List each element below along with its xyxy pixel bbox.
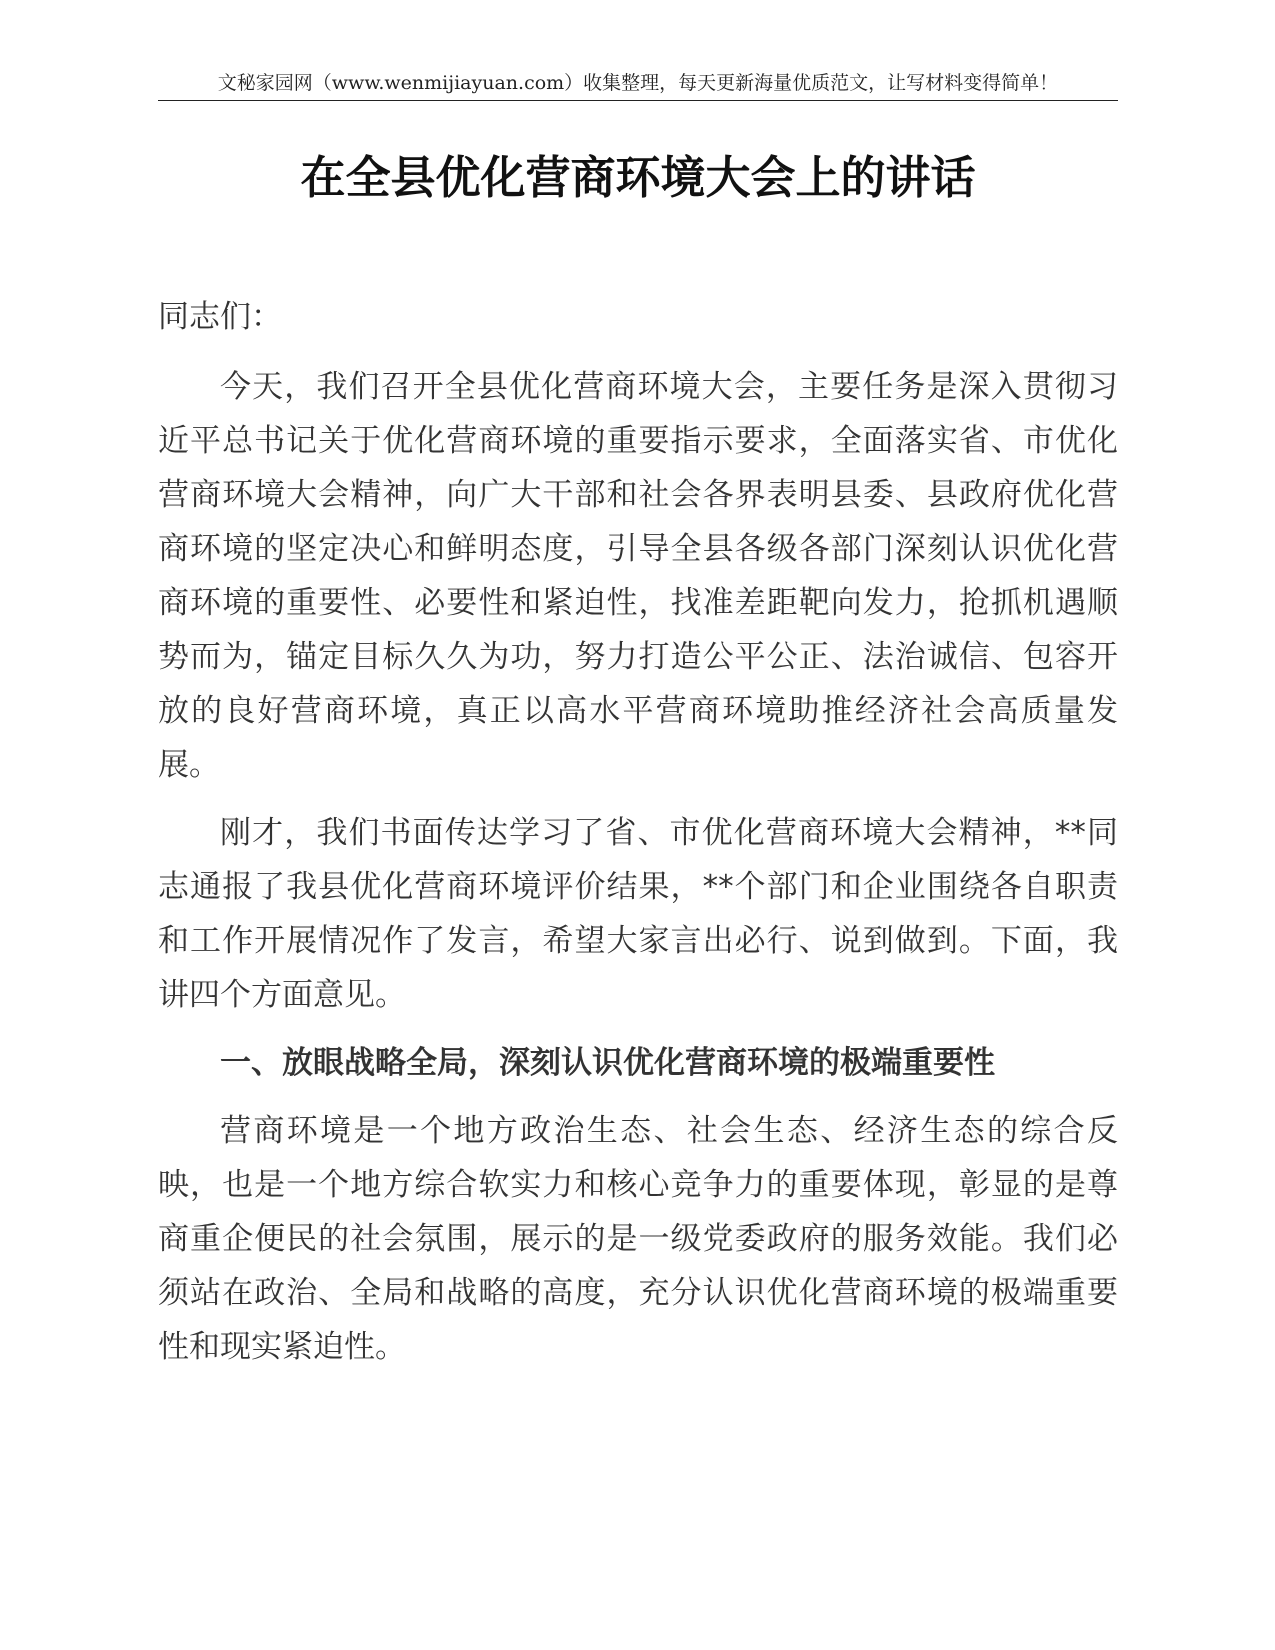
document-body [158, 290, 1118, 1388]
section-paragraph-1: 营商环境是一个地方政治生态、社会生态、经济生态的综合反映，也是一个地方综合软实力和核心竞争力的重要体现，彰显的是尊商重企便民的社会氛围，展示的是一级党委政府的服务效能。我们必须站在政治、全局和战略的高度，充分认识优化营商环境的极端重要性和现实紧迫性。 [158, 1113, 1118, 1365]
paragraph-overview: 刚才，我们书面传达学习了省、市优化营商环境大会精神，**同志通报了我县优化营商环境评价结果，**个部门和企业围绕各自职责和工作开展情况作了发言，希望大家言出必行、说到做到。下面，我讲四个方面意见。 [158, 815, 1118, 1013]
page-header: 文秘家园网（www.wenmijiayuan.com）收集整理，每天更新海量优质范文，让写材料变得简单！ [158, 70, 1118, 101]
document-title: 在全县优化营商环境大会上的讲话 [300, 151, 976, 204]
section-heading-1: 一、放眼战略全局，深刻认识优化营商环境的极端重要性 [220, 1045, 995, 1081]
paragraph-intro: 今天，我们召开全县优化营商环境大会，主要任务是深入贯彻习近平总书记关于优化营商环境的重要指示要求，全面落实省、市优化营商环境大会精神，向广大干部和社会各界表明县委、县政府优化营商环境的坚定决心和鲜明态度，引导全县各级各部门深刻认识优化营商环境的重要性、必要性和紧迫性，找准差距靶向发力，抢抓机遇顺势而为，锚定目标久久为功，努力打造公平公正、法治诚信、包容开放的良好营商环境，真正以高水平营商环境助推经济社会高质量发展。 [158, 369, 1118, 783]
salutation: 同志们： [158, 299, 282, 335]
